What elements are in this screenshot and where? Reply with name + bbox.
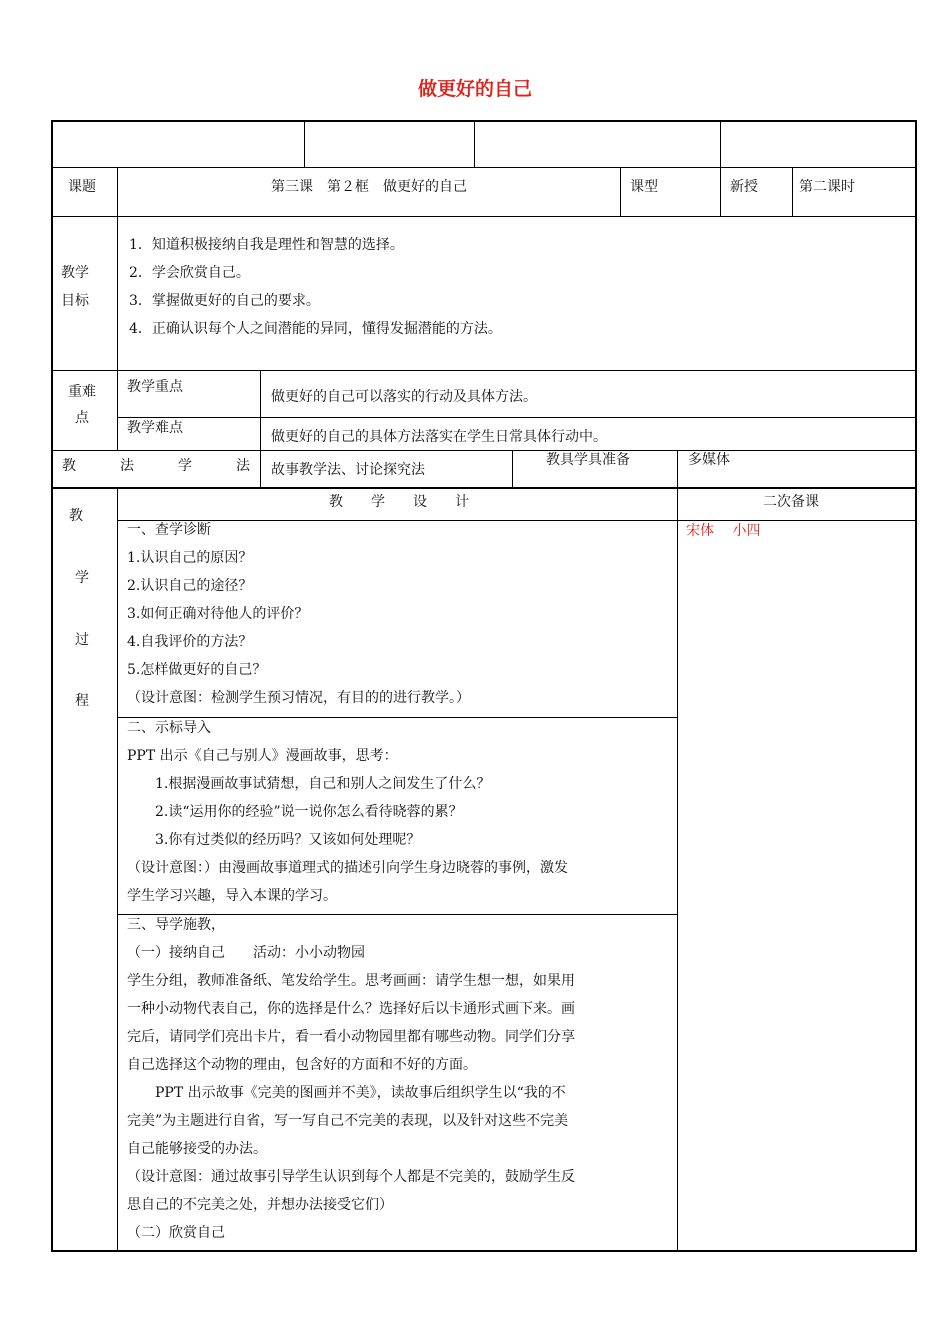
- goal-item: 4．正确认识每个人之间潜能的异同，懂得发掘潜能的方法。: [129, 321, 502, 337]
- goals-label-1: 教学: [61, 265, 89, 281]
- section-2-line: 2.读“运用你的经验”说一说你怎么看待晓蓉的累？: [127, 804, 463, 820]
- row-divider: [117, 417, 917, 418]
- divider: [677, 450, 678, 487]
- divider: [677, 488, 678, 1252]
- section-2-line: 1.根据漫画故事试猜想，自己和别人之间发生了什么？: [127, 776, 491, 792]
- goal-item: 3．掌握做更好的自己的要求。: [129, 293, 320, 309]
- divider: [720, 167, 721, 216]
- focus-value: 做更好的自己可以落实的行动及具体方法。: [271, 389, 537, 405]
- section-1-line: 3.如何正确对待他人的评价？: [127, 606, 309, 622]
- goal-item: 1．知道积极接纳自我是理性和智慧的选择。: [129, 237, 404, 253]
- process-label-char: 程: [75, 693, 89, 709]
- row-divider: [117, 520, 917, 521]
- row-divider: [51, 167, 917, 168]
- methods-label-char: 学: [178, 458, 192, 474]
- table-border-right: [915, 120, 917, 1252]
- section-3-line: 思自己的不完美之处，并想办法接受它们）: [127, 1197, 393, 1213]
- kexing-label: 课型: [630, 179, 658, 195]
- section-3-line: PPT 出示故事《完美的图画并不美》，读故事后组织学生以“我的不: [127, 1085, 566, 1101]
- table-border-top: [51, 120, 917, 122]
- methods-label-char: 教: [62, 458, 76, 474]
- goals-label-2: 目标: [61, 293, 89, 309]
- divider: [260, 370, 261, 487]
- process-label-char: 学: [75, 570, 89, 586]
- section-2-line: （设计意图：）由漫画故事道理式的描述引向学生身边晓蓉的事例，激发: [127, 860, 568, 876]
- process-label-char: 过: [75, 632, 89, 648]
- keti-label: 课题: [68, 179, 96, 195]
- section-1-line: 4.自我评价的方法？: [127, 634, 253, 650]
- focus-label: 教学重点: [127, 379, 183, 395]
- section-3-line: 学生分组，教师准备纸、笔发给学生。思考画画：请学生想一想，如果用: [127, 973, 575, 989]
- divider: [792, 167, 793, 216]
- section-2-line: 3.你有过类似的经历吗？又该如何处理呢？: [127, 832, 421, 848]
- methods-label-char: 法: [120, 458, 134, 474]
- methods-label-char: 法: [236, 458, 250, 474]
- lesson-plan-table: [51, 120, 917, 1252]
- table-border-left: [51, 120, 53, 1252]
- section-1-line: 2.认识自己的途径？: [127, 578, 253, 594]
- goal-item: 2．学会欣赏自己。: [129, 265, 250, 281]
- row-divider: [51, 487, 917, 489]
- section-3-line: 一种小动物代表自己，你的选择是什么？选择好后以卡通形式画下来。画: [127, 1001, 575, 1017]
- row-divider: [51, 450, 917, 451]
- row-divider: [51, 216, 917, 217]
- section-3-line: 完后，请同学们亮出卡片，看一看小动物园里都有哪些动物。同学们分享: [127, 1029, 575, 1045]
- section-2-line: 二、示标导入: [127, 720, 211, 736]
- divider: [474, 120, 475, 167]
- kexing-value: 新授: [730, 179, 758, 195]
- section-3-line: 自己能够接受的办法。: [127, 1141, 267, 1157]
- process-label-char: 教: [69, 508, 83, 524]
- section-3-line: （设计意图：通过故事引导学生认识到每个人都是不完美的，鼓励学生反: [127, 1169, 575, 1185]
- section-2-line: 学生学习兴趣，导入本课的学习。: [127, 888, 337, 904]
- document-title: 做更好的自己: [417, 78, 532, 100]
- section-3-line: 三、导学施教，: [127, 917, 225, 933]
- keti-value: 第三课 第２框 做更好的自己: [271, 179, 467, 195]
- section-3-line: 完美”为主题进行自省，写一写自己不完美的表现，以及针对这些不完美: [127, 1113, 569, 1129]
- tools-label: 教具学具准备: [546, 452, 630, 468]
- section-1-line: 一、查学诊断: [127, 522, 211, 538]
- row-divider: [51, 370, 917, 371]
- keshi-value: 第二课时: [799, 179, 855, 195]
- section-1-line: 1.认识自己的原因？: [127, 550, 253, 566]
- divider: [620, 167, 621, 216]
- divider: [117, 370, 118, 450]
- difficulty-label-1: 重难: [68, 384, 96, 400]
- section-3-line: （一）接纳自己 活动：小小动物园: [127, 945, 365, 961]
- divider: [117, 167, 118, 370]
- hard-value: 做更好的自己的具体方法落实在学生日常具体行动中。: [271, 429, 607, 445]
- design-header: 教 学 设 计: [329, 494, 469, 510]
- divider: [304, 120, 305, 167]
- table-border-bottom: [51, 1250, 917, 1252]
- section-3-line: （二）欣赏自己: [127, 1225, 225, 1241]
- difficulty-label-2: 点: [75, 410, 89, 426]
- divider: [117, 488, 118, 1252]
- section-1-line: （设计意图：检测学生预习情况，有目的的进行教学。）: [127, 690, 470, 706]
- second-prep-note: 宋体 小四: [686, 523, 761, 539]
- section-2-line: PPT 出示《自己与别人》漫画故事，思考：: [127, 748, 398, 764]
- tools-value: 多媒体: [688, 452, 730, 468]
- hard-label: 教学难点: [127, 420, 183, 436]
- section-3-line: 自己选择这个动物的理由，包含好的方面和不好的方面。: [127, 1057, 477, 1073]
- divider: [512, 450, 513, 487]
- methods-value: 故事教学法、讨论探究法: [271, 462, 425, 478]
- divider: [720, 120, 721, 167]
- section-1-line: 5.怎样做更好的自己？: [127, 662, 267, 678]
- second-prep-header: 二次备课: [763, 494, 819, 510]
